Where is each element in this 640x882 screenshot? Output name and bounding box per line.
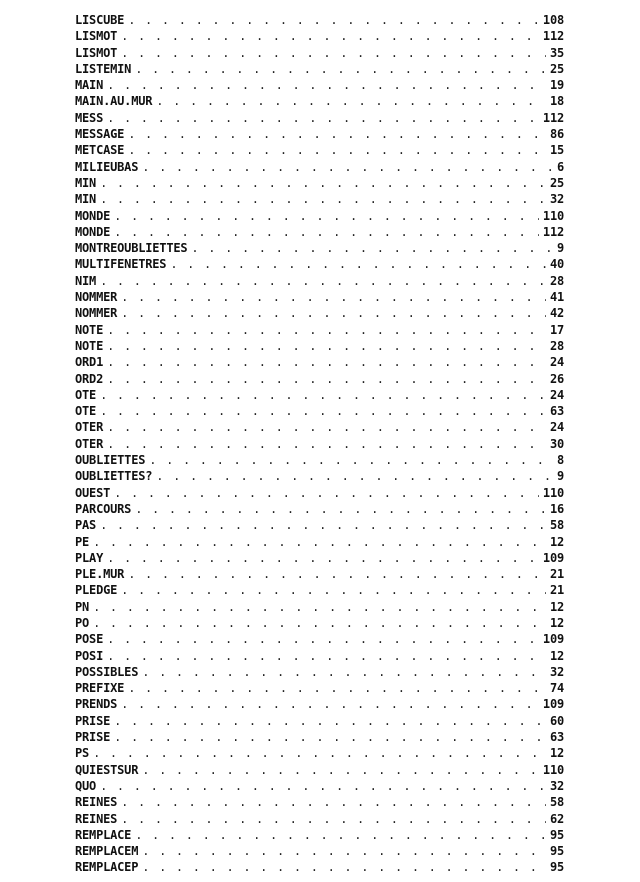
entry-page-number: 12 xyxy=(549,599,564,614)
index-entry xyxy=(75,468,564,484)
index-entry xyxy=(75,599,564,615)
entry-name: REMPLACEP xyxy=(75,860,139,875)
dot-leader xyxy=(107,322,546,338)
entry-page-number: 62 xyxy=(549,811,564,826)
index-entry xyxy=(75,436,564,452)
entry-name: PREFIXE xyxy=(75,681,125,696)
dot-leader xyxy=(100,387,546,403)
dot-leader xyxy=(100,403,546,419)
dot-leader xyxy=(93,615,546,631)
entry-page-number: 63 xyxy=(549,404,564,419)
dot-leader xyxy=(121,582,546,598)
dot-leader xyxy=(107,110,539,126)
dot-leader xyxy=(135,827,546,843)
entry-name: NOTE xyxy=(75,322,104,337)
index-entry xyxy=(75,582,564,598)
dot-leader xyxy=(156,93,546,109)
index-entry xyxy=(75,191,564,207)
index-entry xyxy=(75,729,564,745)
index-entry xyxy=(75,45,564,61)
entry-name: OUEST xyxy=(75,485,111,500)
entry-name: REMPLACE xyxy=(75,827,132,842)
dot-leader xyxy=(142,664,546,680)
entry-name: REINES xyxy=(75,811,118,826)
entry-page-number: 95 xyxy=(549,827,564,842)
entry-name: OUBLIETTES? xyxy=(75,469,153,484)
entry-page-number: 58 xyxy=(549,518,564,533)
entry-name: PARCOURS xyxy=(75,501,132,516)
entry-page-number: 28 xyxy=(549,338,564,353)
dot-leader xyxy=(135,501,546,517)
entry-name: PLEDGE xyxy=(75,583,118,598)
entry-page-number: 74 xyxy=(549,681,564,696)
dot-leader xyxy=(142,843,546,859)
index-entry xyxy=(75,452,564,468)
entry-page-number: 24 xyxy=(549,355,564,370)
entry-page-number: 30 xyxy=(549,436,564,451)
entry-page-number: 21 xyxy=(549,567,564,582)
entry-name: PS xyxy=(75,746,90,761)
entry-page-number: 12 xyxy=(549,534,564,549)
entry-name: OTE xyxy=(75,387,97,402)
index-page xyxy=(75,12,564,876)
entry-name: MESSAGE xyxy=(75,127,125,142)
entry-page-number: 17 xyxy=(549,322,564,337)
index-entry xyxy=(75,289,564,305)
index-entry xyxy=(75,322,564,338)
index-entry xyxy=(75,93,564,109)
dot-leader xyxy=(107,354,546,370)
dot-leader xyxy=(107,338,546,354)
dot-leader xyxy=(107,648,546,664)
index-entry xyxy=(75,305,564,321)
entry-page-number: 32 xyxy=(549,664,564,679)
index-entry xyxy=(75,534,564,550)
index-entry xyxy=(75,696,564,712)
entry-page-number: 6 xyxy=(556,159,564,174)
entry-name: OUBLIETTES xyxy=(75,453,146,468)
index-entry xyxy=(75,566,564,582)
dot-leader xyxy=(121,794,546,810)
index-entry xyxy=(75,827,564,843)
entry-page-number: 95 xyxy=(549,844,564,859)
index-entry xyxy=(75,794,564,810)
index-entry xyxy=(75,762,564,778)
dot-leader xyxy=(121,305,546,321)
dot-leader xyxy=(100,175,546,191)
entry-name: NOMMER xyxy=(75,290,118,305)
entry-name: OTE xyxy=(75,404,97,419)
entry-page-number: 112 xyxy=(542,29,564,44)
index-entry xyxy=(75,745,564,761)
dot-leader xyxy=(191,240,553,256)
index-entry xyxy=(75,338,564,354)
entry-page-number: 18 xyxy=(549,94,564,109)
entry-page-number: 60 xyxy=(549,713,564,728)
index-entry xyxy=(75,550,564,566)
entry-name: LISMOT xyxy=(75,29,118,44)
entry-name: OTER xyxy=(75,436,104,451)
entry-page-number: 12 xyxy=(549,615,564,630)
dot-leader xyxy=(142,762,539,778)
dot-leader xyxy=(100,517,546,533)
entry-name: MILIEUBAS xyxy=(75,159,139,174)
entry-page-number: 12 xyxy=(549,746,564,761)
index-entry xyxy=(75,371,564,387)
entry-page-number: 86 xyxy=(549,127,564,142)
entry-name: MONDE xyxy=(75,224,111,239)
entry-page-number: 19 xyxy=(549,78,564,93)
dot-leader xyxy=(93,745,546,761)
dot-leader xyxy=(107,419,546,435)
index-entry xyxy=(75,811,564,827)
index-entry xyxy=(75,631,564,647)
dot-leader xyxy=(170,256,546,272)
dot-leader xyxy=(128,12,539,28)
index-entry xyxy=(75,680,564,696)
index-entry xyxy=(75,615,564,631)
index-entry xyxy=(75,664,564,680)
entry-name: LISTEMIN xyxy=(75,61,132,76)
index-entry xyxy=(75,485,564,501)
index-entry xyxy=(75,354,564,370)
entry-page-number: 108 xyxy=(542,13,564,27)
entry-page-number: 42 xyxy=(549,306,564,321)
entry-name: ORD2 xyxy=(75,371,104,386)
entry-name: MULTIFENETRES xyxy=(75,257,167,272)
entry-page-number: 8 xyxy=(556,453,564,468)
entry-page-number: 32 xyxy=(549,778,564,793)
entry-page-number: 109 xyxy=(542,697,564,712)
entry-page-number: 21 xyxy=(549,583,564,598)
dot-leader xyxy=(107,371,546,387)
entry-page-number: 25 xyxy=(549,175,564,190)
dot-leader xyxy=(121,28,539,44)
dot-leader xyxy=(121,811,546,827)
entry-page-number: 15 xyxy=(549,143,564,158)
entry-page-number: 112 xyxy=(542,224,564,239)
entry-page-number: 28 xyxy=(549,273,564,288)
entry-page-number: 58 xyxy=(549,795,564,810)
entry-page-number: 12 xyxy=(549,648,564,663)
dot-leader xyxy=(142,859,546,875)
entry-name: NOTE xyxy=(75,338,104,353)
entry-name: PLAY xyxy=(75,550,104,565)
index-entry xyxy=(75,843,564,859)
entry-page-number: 24 xyxy=(549,420,564,435)
index-entry xyxy=(75,208,564,224)
dot-leader xyxy=(121,45,546,61)
entry-name: QUIESTSUR xyxy=(75,762,139,777)
dot-leader xyxy=(107,436,546,452)
entry-name: NOMMER xyxy=(75,306,118,321)
dot-leader xyxy=(135,61,546,77)
entry-name: REINES xyxy=(75,795,118,810)
dot-leader xyxy=(107,77,546,93)
entry-page-number: 35 xyxy=(549,45,564,60)
entry-name: MESS xyxy=(75,110,104,125)
entry-name: PRENDS xyxy=(75,697,118,712)
dot-leader xyxy=(114,485,539,501)
entry-page-number: 26 xyxy=(549,371,564,386)
dot-leader xyxy=(107,550,539,566)
entry-name: PO xyxy=(75,615,90,630)
index-entry xyxy=(75,501,564,517)
dot-leader xyxy=(100,191,546,207)
index-entry xyxy=(75,517,564,533)
dot-leader xyxy=(93,534,546,550)
entry-name: POSI xyxy=(75,648,104,663)
dot-leader xyxy=(100,778,546,794)
dot-leader xyxy=(128,566,546,582)
entry-name: PN xyxy=(75,599,90,614)
entry-name: LISMOT xyxy=(75,45,118,60)
entry-name: POSSIBLES xyxy=(75,664,139,679)
entry-page-number: 63 xyxy=(549,730,564,745)
dot-leader xyxy=(128,142,546,158)
entry-page-number: 95 xyxy=(549,860,564,875)
entry-page-number: 40 xyxy=(549,257,564,272)
entry-name: REMPLACEM xyxy=(75,844,139,859)
entry-name: PRISE xyxy=(75,713,111,728)
entry-page-number: 16 xyxy=(549,501,564,516)
index-entry xyxy=(75,61,564,77)
entry-page-number: 109 xyxy=(542,550,564,565)
entry-page-number: 32 xyxy=(549,192,564,207)
dot-leader xyxy=(149,452,553,468)
index-list xyxy=(75,12,564,876)
entry-page-number: 24 xyxy=(549,387,564,402)
index-entry xyxy=(75,12,564,28)
index-entry xyxy=(75,159,564,175)
index-entry xyxy=(75,240,564,256)
dot-leader xyxy=(121,289,546,305)
entry-name: PE xyxy=(75,534,90,549)
dot-leader xyxy=(93,599,546,615)
entry-name: PRISE xyxy=(75,730,111,745)
dot-leader xyxy=(100,273,546,289)
entry-name: PLE.MUR xyxy=(75,567,125,582)
entry-name: METCASE xyxy=(75,143,125,158)
dot-leader xyxy=(107,631,539,647)
index-entry xyxy=(75,648,564,664)
index-entry xyxy=(75,273,564,289)
entry-name: MONTREOUBLIETTES xyxy=(75,241,188,256)
index-entry xyxy=(75,419,564,435)
dot-leader xyxy=(156,468,553,484)
entry-page-number: 25 xyxy=(549,61,564,76)
index-entry xyxy=(75,224,564,240)
entry-page-number: 110 xyxy=(542,762,564,777)
index-entry xyxy=(75,142,564,158)
entry-name: MONDE xyxy=(75,208,111,223)
entry-page-number: 110 xyxy=(542,208,564,223)
entry-name: POSE xyxy=(75,632,104,647)
entry-name: NIM xyxy=(75,273,97,288)
entry-name: LISCUBE xyxy=(75,13,125,27)
dot-leader xyxy=(114,208,539,224)
entry-page-number: 112 xyxy=(542,110,564,125)
index-entry xyxy=(75,110,564,126)
index-entry xyxy=(75,175,564,191)
entry-name: MIN xyxy=(75,192,97,207)
index-entry xyxy=(75,387,564,403)
entry-name: QUO xyxy=(75,778,97,793)
dot-leader xyxy=(128,126,546,142)
entry-name: PAS xyxy=(75,518,97,533)
entry-name: MAIN.AU.MUR xyxy=(75,94,153,109)
index-entry xyxy=(75,28,564,44)
entry-page-number: 41 xyxy=(549,290,564,305)
entry-page-number: 109 xyxy=(542,632,564,647)
dot-leader xyxy=(142,159,553,175)
dot-leader xyxy=(121,696,539,712)
index-entry xyxy=(75,859,564,875)
entry-name: MIN xyxy=(75,175,97,190)
index-entry xyxy=(75,77,564,93)
entry-name: MAIN xyxy=(75,78,104,93)
index-entry xyxy=(75,126,564,142)
index-entry xyxy=(75,713,564,729)
dot-leader xyxy=(114,729,546,745)
dot-leader xyxy=(114,224,539,240)
entry-name: OTER xyxy=(75,420,104,435)
entry-page-number: 9 xyxy=(556,469,564,484)
dot-leader xyxy=(128,680,546,696)
index-entry xyxy=(75,256,564,272)
entry-page-number: 9 xyxy=(556,241,564,256)
entry-name: ORD1 xyxy=(75,355,104,370)
index-entry xyxy=(75,778,564,794)
entry-page-number: 110 xyxy=(542,485,564,500)
index-entry xyxy=(75,403,564,419)
dot-leader xyxy=(114,713,546,729)
